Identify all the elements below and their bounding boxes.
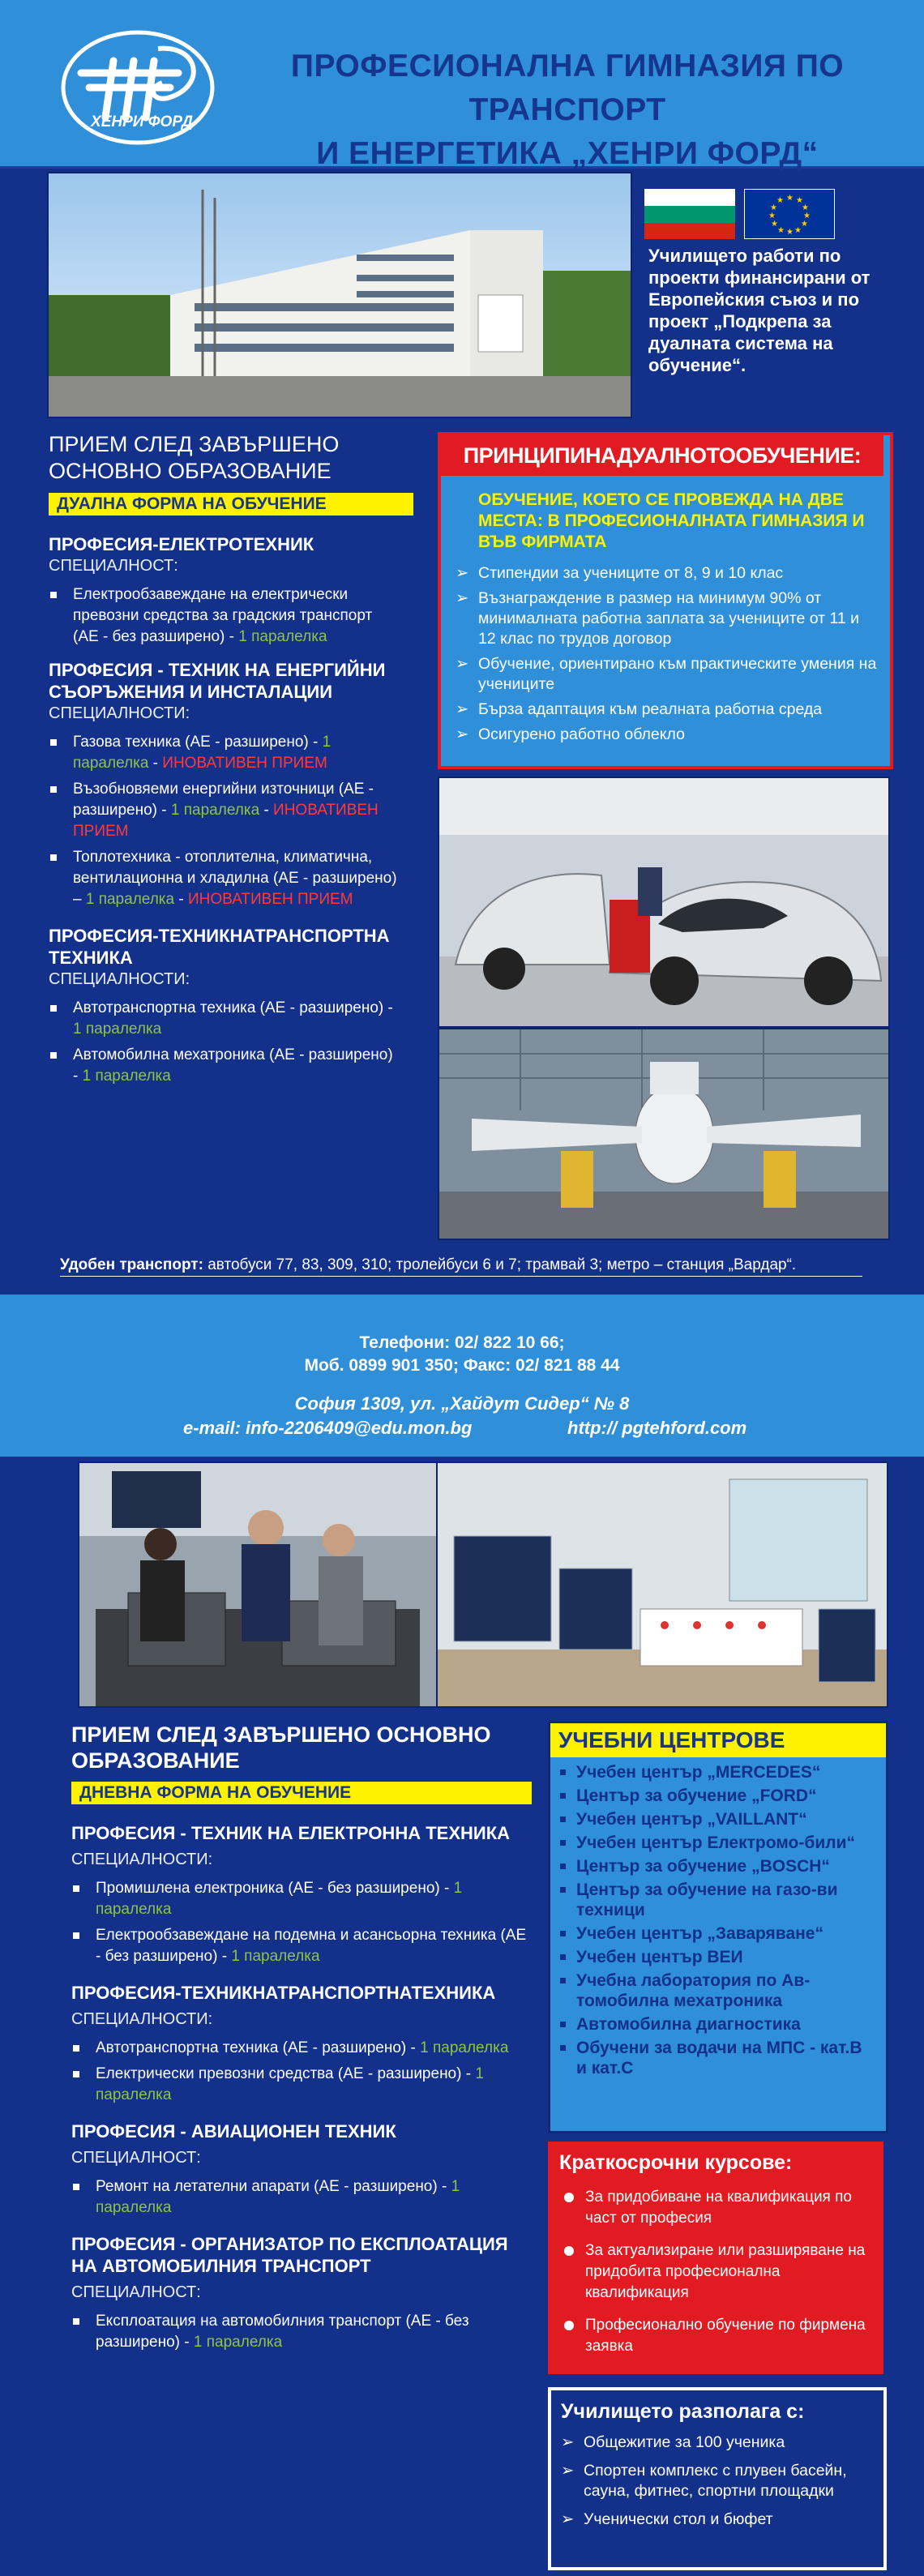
transport-text: автобуси 77, 83, 309, 310; тролейбуси 6 и 7; трамвай 3; метро – станция „Вардар“. (203, 1256, 797, 1273)
list-item: ➢ Спортен комплекс с плувен басейн, сауна, фитнес, спортни площадки (561, 2462, 847, 2500)
logo-text: ХЕНРИ ФОРД (91, 113, 193, 131)
page-title (235, 45, 900, 176)
list-item: ➢ Обучение, ориентирано към практическите умения на учениците (456, 655, 877, 693)
speciality-label: СПЕЦИАЛНОСТИ: (71, 2010, 213, 2028)
svg-text:★: ★ (796, 196, 803, 205)
profession-title: ПРОФЕСИЯ-ТЕХНИКНАТРАНСПОРТНА ТЕХНИКА (49, 926, 390, 968)
profession-title: ПРОФЕСИЯ-ЕЛЕКТРОТЕХНИК (49, 534, 314, 554)
speciality-label: СПЕЦИАЛНОСТИ: (49, 704, 190, 722)
speciality-list (71, 2038, 533, 2106)
mobile-fax-line: Моб. 0899 901 350; Факс: 02/ 821 88 44 (304, 1356, 620, 1375)
title-line-2: И ЕНЕРГЕТИКА „ХЕНРИ ФОРД“ (316, 136, 819, 171)
short-courses-box (548, 2142, 883, 2374)
speciality-label: СПЕЦИАЛНОСТ: (49, 557, 178, 575)
list-item: Възобновяеми енергийни източници (АЕ - разширено) - 1 паралелка - ИНОВАТИВЕН ПРИЕМ (49, 779, 397, 842)
profession-title: ПРОФЕСИЯ - ТЕХНИК НА ЕНЕРГИЙНИ СЪОРЪЖЕНИЯ И ИНСТАЛАЦИИ (49, 660, 386, 702)
speciality-list (71, 2311, 533, 2353)
chevron-icon: ➢ (456, 589, 469, 607)
bmw-i8-workshop-photo (438, 777, 890, 1028)
admission-dual-section (49, 431, 397, 1092)
list-item: Професионално обучение по фирмена заявка (559, 2315, 872, 2357)
list-item: ➢ Стипендии за учениците от 8, 9 и 10 клас (456, 564, 784, 582)
profession-title: ПРОФЕСИЯ - ТЕХНИК НА ЕЛЕКТРОННА ТЕХНИКА (71, 1823, 511, 1843)
phone-line: Телефони: 02/ 822 10 66; (359, 1333, 565, 1352)
list-item: Електрически превозни средства (АЕ - разширено) - 1 паралелка (71, 2064, 533, 2106)
chevron-icon: ➢ (561, 2433, 575, 2451)
title-line-1: ПРОФЕСИОНАЛНА ГИМНАЗИЯ ПО ТРАНСПОРТ (290, 49, 845, 127)
admission-heading: ПРИЕМ СЛЕД ЗАВЪРШЕНО ОСНОВНО ОБРАЗОВАНИЕ (71, 1722, 491, 1773)
list-item: Ремонт на летателни апарати (АЕ - разширено) - 1 паралелка (71, 2176, 533, 2219)
school-building-photo (47, 172, 632, 418)
list-item: Център за обучение „FORD“ (550, 1786, 876, 1806)
contact-address: София 1309, ул. „Хайдут Сидер“ № 8 (294, 1393, 630, 1414)
students-lab-photo (78, 1461, 438, 1708)
list-item: Център за обучение „BOSCH“ (550, 1856, 876, 1876)
profession-title: ПРОФЕСИЯ - ОРГАНИЗАТОР ПО ЕКСПЛОАТАЦИЯ НА АВТОМОБИЛНИЯ ТРАНСПОРТ (71, 2234, 508, 2276)
list-item: Електрообзавеждане на електрически превозни средства за градския транспорт (АЕ - без разширено) - 1 паралелка (49, 584, 397, 648)
speciality-label: СПЕЦИАЛНОСТ: (71, 2149, 201, 2167)
admission-day-section (71, 1722, 533, 2358)
facilities-heading: Училището разполага с: (561, 2400, 805, 2423)
short-courses-heading: Краткосрочни курсове: (559, 2151, 793, 2174)
list-item: Учебна лаборатория по Ав-томобилна мехатроника (550, 1971, 876, 2011)
list-item: Учебен център Електромо-били“ (550, 1833, 876, 1853)
speciality-label: СПЕЦИАЛНОСТИ: (49, 970, 190, 988)
svg-text:★: ★ (794, 226, 802, 235)
speciality-label: СПЕЦИАЛНОСТ: (71, 2283, 201, 2301)
speciality-list (71, 2176, 533, 2219)
chevron-icon: ➢ (456, 655, 469, 673)
facilities-list (551, 2426, 883, 2530)
chevron-icon: ➢ (456, 564, 469, 582)
transport-info (60, 1255, 862, 1277)
svg-text:★: ★ (776, 196, 784, 205)
solar-lab-photo (436, 1461, 888, 1708)
list-item: ➢ Общежитие за 100 ученика (561, 2433, 785, 2451)
bulgaria-flag-icon (644, 189, 735, 239)
speciality-list (49, 584, 397, 648)
eu-flag-icon (744, 189, 835, 239)
contact-phones (0, 1332, 924, 1377)
facilities-box (548, 2387, 887, 2570)
svg-text:★: ★ (786, 228, 794, 237)
list-item: Електрообзавеждане на подемна и асансьорна техника (АЕ - без разширено) - 1 паралелка (71, 1925, 533, 1967)
chevron-icon: ➢ (561, 2462, 575, 2480)
profession-title: ПРОФЕСИЯ - АВИАЦИОНЕН ТЕХНИК (71, 2121, 396, 2142)
speciality-list (49, 998, 397, 1087)
school-logo (57, 24, 219, 154)
transport-label: Удобен транспорт: (60, 1256, 203, 1273)
list-item: ➢ Ученически стол и бюфет (561, 2510, 773, 2528)
training-centers-list (550, 1762, 886, 2078)
training-centers-heading: УЧЕБНИ ЦЕНТРОВЕ (550, 1723, 886, 1757)
list-item: Газова техника (АЕ - разширено) - 1 паралелка - ИНОВАТИВЕН ПРИЕМ (49, 732, 397, 774)
list-item: За актуализиране или разширяване на придобита професионална квалификация (559, 2240, 872, 2304)
list-item: ➢ Възнаграждение в размер на минимум 90% от минималната работна заплата за учениците от 11 и 12 клас по трудов договор (456, 589, 860, 648)
admission-heading: ПРИЕМ СЛЕД ЗАВЪРШЕНО ОСНОВНО ОБРАЗОВАНИЕ (49, 432, 340, 483)
svg-text:★: ★ (777, 226, 785, 235)
svg-text:★: ★ (768, 212, 776, 220)
list-item: Обучени за водачи на МПС - кат.B и кат.C (550, 2038, 876, 2078)
eu-project-note: Училището работи по проекти финансирани от Европейския съюз и по проект „Подкрепа за дуалната система на обучение“. (648, 246, 871, 375)
contact-website[interactable]: http:// pgtehford.com (567, 1418, 747, 1438)
chevron-icon: ➢ (456, 725, 469, 743)
chevron-icon: ➢ (456, 700, 469, 718)
list-item: Учебен център „MERCEDES“ (550, 1762, 876, 1782)
short-courses-list (548, 2179, 883, 2357)
day-form-tag: ДНЕВНА ФОРМА НА ОБУЧЕНИЕ (71, 1782, 532, 1804)
svg-text:★: ★ (801, 220, 808, 229)
list-item: Учебен център „VAILLANT“ (550, 1809, 876, 1829)
dual-principles-heading: ПРИНЦИПИНАДУАЛНОТООБУЧЕНИЕ: (441, 435, 883, 476)
list-item: Автотранспортна техника (АЕ - разширено) - 1 паралелка (71, 2038, 533, 2059)
aircraft-hangar-photo (438, 1028, 890, 1240)
list-item: Център за обучение на газо-ви техници (550, 1880, 876, 1920)
contact-email[interactable]: e-mail: info-2206409@edu.mon.bg (183, 1418, 473, 1438)
list-item: Промишлена електроника (АЕ - без разширено) - 1 паралелка (71, 1878, 533, 1920)
svg-text:★: ★ (802, 203, 809, 212)
list-item: Автомобилна мехатроника (АЕ - разширено) - 1 паралелка (49, 1045, 397, 1087)
list-item: ➢ Бърза адаптация към реалната работна среда (456, 700, 823, 718)
list-item: Топлотехника - отоплителна, климатична, вентилационна и хладилна (АЕ - разширено) – 1 паралелка - ИНОВАТИВЕН ПРИЕМ (49, 847, 397, 910)
dual-form-tag: ДУАЛНА ФОРМА НА ОБУЧЕНИЕ (49, 493, 413, 516)
chevron-icon: ➢ (561, 2510, 575, 2528)
svg-text:★: ★ (770, 203, 777, 212)
list-item: Учебен център ВЕИ (550, 1947, 876, 1967)
list-item: Учебен център „Заваряване“ (550, 1923, 876, 1944)
list-item: Експлоатация на автомобилния транспорт (АЕ - без разширено) - 1 паралелка (71, 2311, 533, 2353)
list-item: Автотранспортна техника (АЕ - разширено) - 1 паралелка (49, 998, 397, 1040)
speciality-list (49, 732, 397, 910)
profession-title: ПРОФЕСИЯ-ТЕХНИКНАТРАНСПОРТНАТЕХНИКА (71, 1983, 496, 2003)
list-item: За придобиване на квалификация по част от професия (559, 2187, 872, 2229)
list-item: ➢ Осигурено работно облекло (456, 725, 685, 743)
dual-principles-subheading: ОБУЧЕНИЕ, КОЕТО СЕ ПРОВЕЖДА НА ДВЕ МЕСТА: В ПРОФЕСИОНАЛНАТА ГИМНАЗИЯ И ВЪВ ФИРМАТА (478, 490, 865, 551)
list-item: Автомобилна диагностика (550, 2014, 876, 2035)
speciality-label: СПЕЦИАЛНОСТИ: (71, 1851, 213, 1868)
svg-text:★: ★ (803, 212, 811, 220)
svg-text:★: ★ (786, 194, 794, 203)
speciality-list (71, 1878, 533, 1967)
svg-text:★: ★ (771, 220, 778, 229)
dual-principles-list (451, 563, 877, 750)
training-centers-box (548, 1721, 888, 2133)
